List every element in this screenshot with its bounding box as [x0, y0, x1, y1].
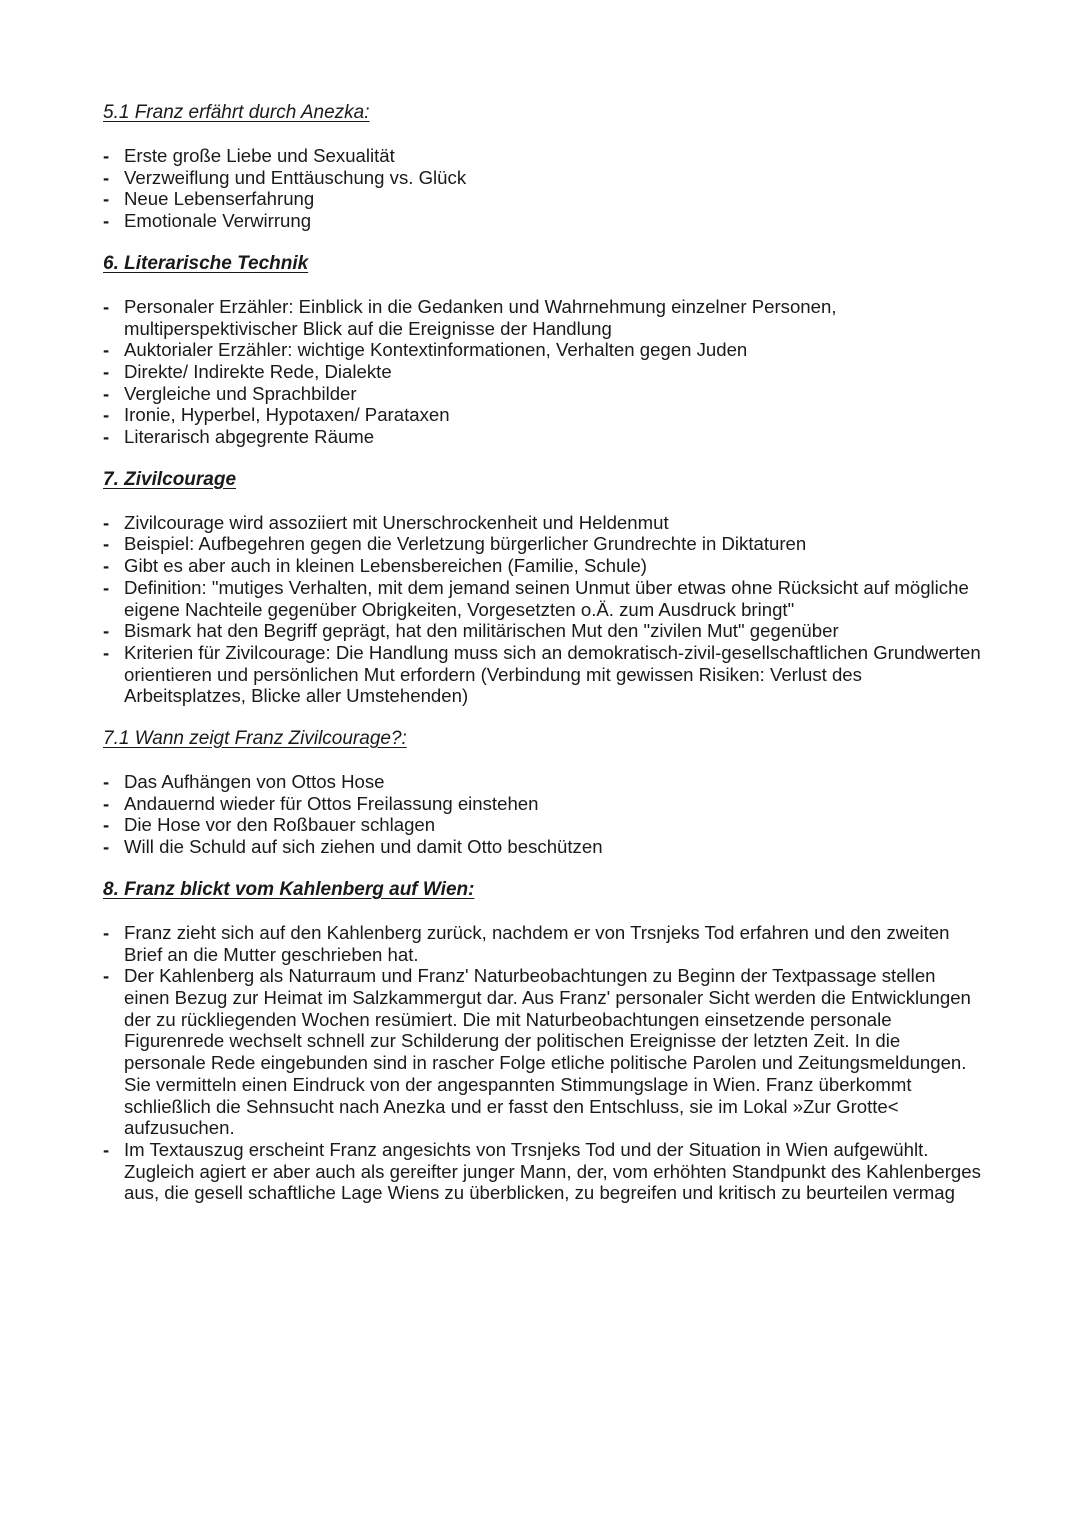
list-item: - Literarisch abgegrente Räume: [103, 426, 983, 448]
list-item: - Franz zieht sich auf den Kahlenberg zurück, nachdem er von Trsnjeks Tod erfahren und den zweiten Brief an die Mutter geschrieben hat.: [103, 922, 983, 965]
list-item: - Das Aufhängen von Ottos Hose: [103, 771, 983, 793]
list-item: - Zivilcourage wird assoziiert mit Unerschrockenheit und Heldenmut: [103, 512, 983, 534]
list-item: - Emotionale Verwirrung: [103, 210, 983, 232]
section-list-7-1: [103, 771, 983, 858]
list-item: - Definition: "mutiges Verhalten, mit dem jemand seinen Unmut über etwas ohne Rücksicht auf mögliche eigene Nachteile gegenüber Obrigkeiten, Vorgesetzten o.Ä. zum Ausdruck bringt": [103, 577, 983, 620]
section-heading-6: 6. Literarische Technik: [103, 252, 309, 274]
section-heading-5-1: 5.1 Franz erfährt durch Anezka:: [103, 102, 370, 123]
document-page: [103, 101, 983, 1224]
list-item: - Der Kahlenberg als Naturraum und Franz' Naturbeobachtungen zu Beginn der Textpassage stellen einen Bezug zur Heimat im Salzkammergut dar. Aus Franz' personaler Sicht werden die Entwicklungen der zu rückliegenden Wochen resümiert. Die mit Naturbeobachtungen einsetzende personale Figurenrede wechselt schnell zur Schilderung der politischen Ereignisse der letzten Zeit. In die personale Rede eingebunden sind in rascher Folge etliche politische Parolen und Zeitungsmeldungen. Sie vermitteln einen Eindruck von der angespannten Stimmungslage in Wien. Franz überkommt schließlich die Sehnsucht nach Anezka und er fasst den Entschluss, sie im Lokal »Zur Grotte< aufzusuchen.: [103, 965, 983, 1139]
list-item: - Im Textauszug erscheint Franz angesichts von Trsnjeks Tod und der Situation in Wien aufgewühlt. Zugleich agiert er aber auch als gereifter junger Mann, der, vom erhöhten Standpunkt des Kahlenberges aus, die gesell schaftliche Lage Wiens zu überblicken, zu begreifen und kritisch zu beurteilen vermag: [103, 1139, 983, 1204]
list-item: - Andauernd wieder für Ottos Freilassung einstehen: [103, 793, 983, 815]
section-list-6: [103, 296, 983, 448]
section-heading-7-1: 7.1 Wann zeigt Franz Zivilcourage?:: [103, 728, 407, 750]
list-item: - Die Hose vor den Roßbauer schlagen: [103, 814, 983, 836]
section-list-8: [103, 922, 983, 1204]
list-item: - Beispiel: Aufbegehren gegen die Verletzung bürgerlicher Grundrechte in Diktaturen: [103, 533, 983, 555]
list-item: - Bismark hat den Begriff geprägt, hat den militärischen Mut den "zivilen Mut" gegenüber: [103, 620, 983, 642]
list-item: - Kriterien für Zivilcourage: Die Handlung muss sich an demokratisch-zivil-gesellschaftlichen Grundwerten orientieren und persönlichen Mut erfordern (Verbindung mit gewissen Risiken: Verlust des Arbeitsplatzes, Blicke aller Umstehenden): [103, 642, 983, 707]
list-item: - Auktorialer Erzähler: wichtige Kontextinformationen, Verhalten gegen Juden: [103, 339, 983, 361]
list-item: - Ironie, Hyperbel, Hypotaxen/ Parataxen: [103, 404, 983, 426]
list-item: - Will die Schuld auf sich ziehen und damit Otto beschützen: [103, 836, 983, 858]
list-item: - Vergleiche und Sprachbilder: [103, 383, 983, 405]
list-item: - Direkte/ Indirekte Rede, Dialekte: [103, 361, 983, 383]
list-item: - Verzweiflung und Enttäuschung vs. Glück: [103, 167, 983, 189]
section-heading-7: 7. Zivilcourage: [103, 468, 237, 490]
section-heading-8: 8. Franz blickt vom Kahlenberg auf Wien:: [103, 878, 475, 900]
list-item: - Gibt es aber auch in kleinen Lebensbereichen (Familie, Schule): [103, 555, 983, 577]
section-list-7: [103, 512, 983, 707]
list-item: - Neue Lebenserfahrung: [103, 188, 983, 210]
list-item: - Erste große Liebe und Sexualität: [103, 145, 983, 167]
section-list-5-1: [103, 145, 983, 232]
list-item: - Personaler Erzähler: Einblick in die Gedanken und Wahrnehmung einzelner Personen, multiperspektivischer Blick auf die Ereignisse der Handlung: [103, 296, 983, 339]
